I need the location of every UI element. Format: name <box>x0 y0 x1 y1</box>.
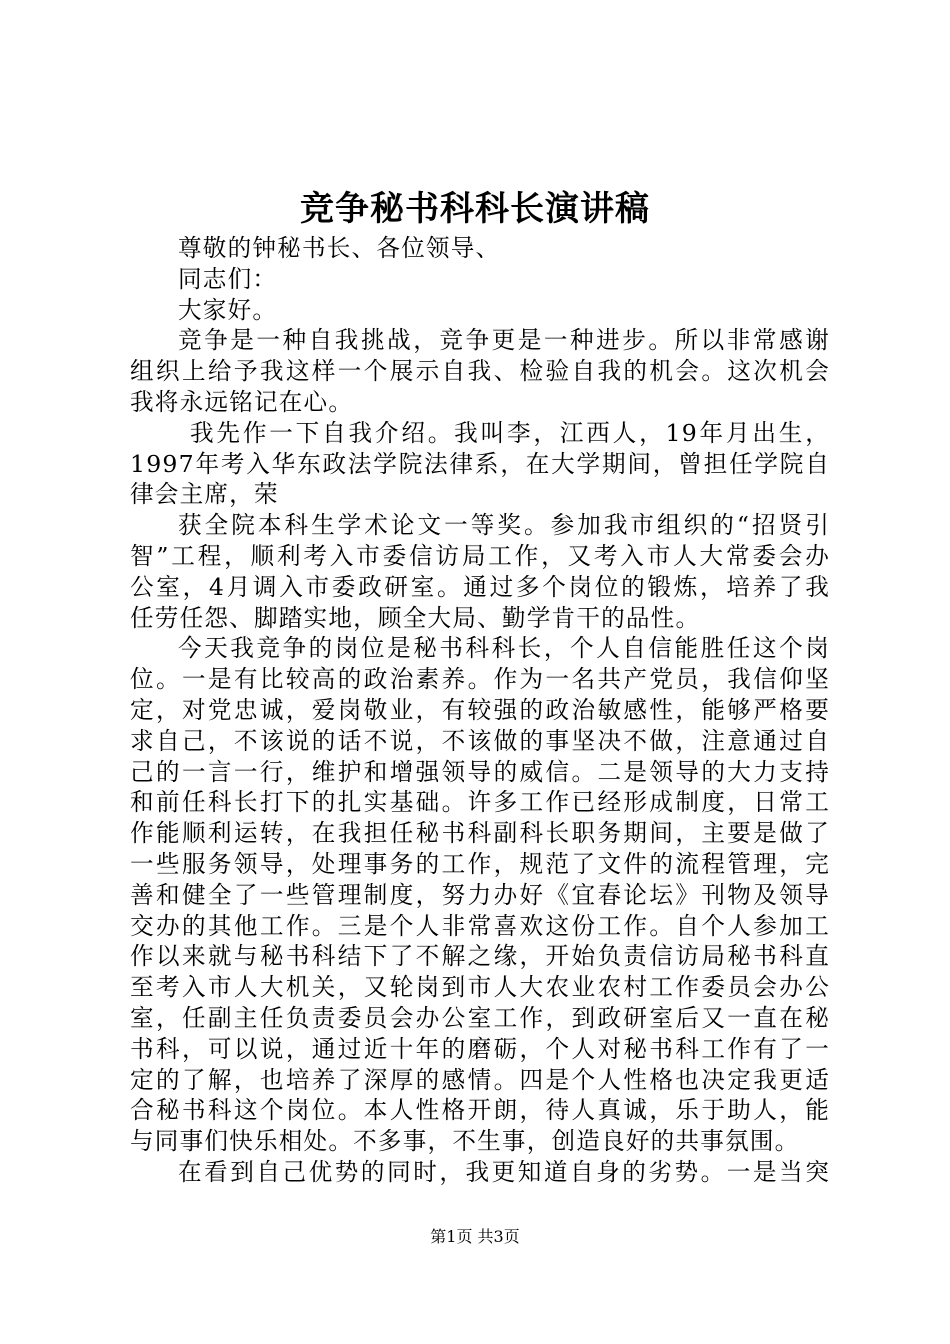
text-line: 组织上给予我这样一个展示自我、检验自我的机会。这次机会 <box>130 357 830 386</box>
text-line: 尊敬的钟秘书长、各位领导、 <box>178 234 501 262</box>
text-line: 求自己，不该说的话不说，不该做的事坚决不做，注意通过自 <box>130 726 830 755</box>
text-line: 善和健全了一些管理制度，努力办好《宜春论坛》刊物及领导 <box>130 880 830 909</box>
text-line: 和前任科长打下的扎实基础。许多工作已经形成制度，日常工 <box>130 788 830 817</box>
text-line: 获全院本科生学术论文一等奖。参加我市组织的“招贤引 <box>178 511 830 540</box>
text-line: 今天我竞争的岗位是秘书科科长，个人自信能胜任这个岗 <box>178 634 830 663</box>
text-line: 与同事们快乐相处。不多事，不生事，创造良好的共事氛围。 <box>130 1127 800 1156</box>
document-body <box>130 233 830 1188</box>
text-line: 定，对党忠诚，爱岗敬业，有较强的政治敏感性，能够严格要 <box>130 695 830 724</box>
text-line: 我先作一下自我介绍。我叫李，江西人，19年月出生， <box>190 418 830 447</box>
text-line: 合秘书科这个岗位。本人性格开朗，待人真诚，乐于助人，能 <box>130 1096 830 1125</box>
text-line: 律会主席，荣 <box>130 480 279 509</box>
text-line: 竞争是一种自我挑战，竞争更是一种进步。所以非常感谢 <box>178 326 830 355</box>
text-line: 我将永远铭记在心。 <box>130 387 354 416</box>
text-line: 至考入市人大机关，又轮岗到市人大农业农村工作委员会办公 <box>130 973 830 1002</box>
text-line: 一些服务领导，处理事务的工作，规范了文件的流程管理，完 <box>130 849 830 878</box>
text-line: 室，任副主任负责委员会办公室工作，到政研室后又一直在秘 <box>130 1003 830 1032</box>
text-line: 作能顺利运转，在我担任秘书科副科长职务期间，主要是做了 <box>130 819 830 848</box>
text-line: 交办的其他工作。三是个人非常喜欢这份工作。自个人参加工 <box>130 911 830 940</box>
text-line: 大家好。 <box>178 295 278 324</box>
text-line: 位。一是有比较高的政治素养。作为一名共产党员，我信仰坚 <box>130 665 830 694</box>
text-line: 己的一言一行，维护和增强领导的威信。二是领导的大力支持 <box>130 757 830 786</box>
text-line: 1997年考入华东政法学院法律系，在大学期间，曾担任学院自 <box>130 449 830 478</box>
text-line: 同志们： <box>178 264 278 293</box>
text-line: 定的了解，也培养了深厚的感情。四是个人性格也决定我更适 <box>130 1065 830 1094</box>
page-footer: 第1页 共3页 <box>430 1227 520 1246</box>
text-line: 在看到自己优势的同时，我更知道自身的劣势。一是当突 <box>178 1157 830 1186</box>
text-line: 书科，可以说，通过近十年的磨砺，个人对秘书科工作有了一 <box>130 1034 830 1063</box>
text-line: 公室，4月调入市委政研室。通过多个岗位的锻炼，培养了我 <box>130 572 830 601</box>
text-line: 智”工程，顺利考入市委信访局工作，又考入市人大常委会办 <box>130 541 830 570</box>
text-line: 作以来就与秘书科结下了不解之缘，开始负责信访局秘书科直 <box>130 942 830 971</box>
text-line: 任劳任怨、脚踏实地，顾全大局、勤学肯干的品性。 <box>130 603 701 632</box>
document-title: 竞争秘书科科长演讲稿 <box>300 189 650 229</box>
